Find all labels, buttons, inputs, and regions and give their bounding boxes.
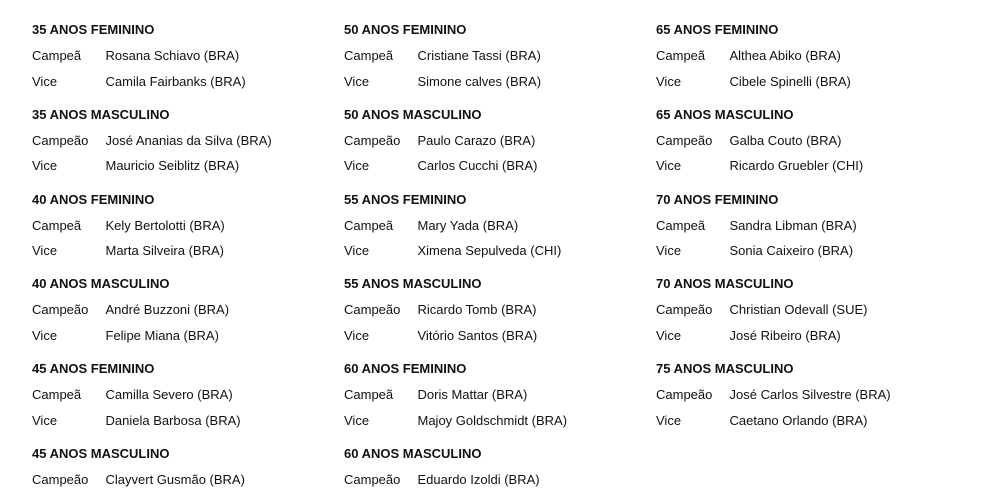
- result-player-name: Camila Fairbanks (BRA): [105, 73, 246, 89]
- category-group: [32, 271, 332, 356]
- category-group: [32, 356, 332, 441]
- result-player-name: Cristiane Tassi (BRA): [417, 48, 541, 63]
- results-column: [32, 17, 332, 500]
- result-role: Vice: [344, 158, 370, 174]
- result-player-name: Kely Bertolotti (BRA): [105, 217, 225, 233]
- category-group: [32, 441, 332, 500]
- category-heading: 55 ANOS FEMININO: [344, 191, 467, 207]
- result-row: [32, 382, 332, 408]
- result-player-name: Majoy Goldschmidt (BRA): [417, 412, 568, 428]
- result-role: Campeão: [656, 387, 713, 403]
- result-player-name: José Ananias da Silva (BRA): [105, 132, 272, 148]
- result-role: Campeã: [344, 48, 394, 63]
- result-role: Campeã: [32, 387, 82, 403]
- result-role: Vice: [656, 327, 682, 343]
- results-column: [344, 17, 644, 500]
- result-role: Campeão: [344, 471, 401, 487]
- category-heading: 55 ANOS MASCULINO: [344, 276, 482, 292]
- result-row: [656, 408, 956, 434]
- category-heading: 70 ANOS FEMININO: [656, 191, 779, 207]
- category-group: [344, 102, 644, 187]
- category-heading: 40 ANOS MASCULINO: [32, 276, 170, 292]
- result-player-name: Galba Couto (BRA): [729, 132, 842, 148]
- result-player-name: Simone calves (BRA): [417, 73, 542, 89]
- result-row: [344, 408, 644, 434]
- result-row: [32, 69, 332, 95]
- result-role: Campeã: [32, 217, 82, 233]
- result-role: Campeã: [344, 387, 394, 403]
- result-player-name: Marta Silveira (BRA): [105, 243, 224, 259]
- result-role: Campeã: [656, 217, 706, 233]
- result-row: [32, 128, 332, 154]
- category-heading: 75 ANOS MASCULINO: [656, 361, 794, 377]
- result-player-name: Daniela Barbosa (BRA): [105, 412, 241, 428]
- result-role: Campeã: [656, 48, 706, 63]
- result-role: Campeão: [32, 132, 89, 148]
- result-row: [656, 128, 956, 154]
- result-player-name: José Ribeiro (BRA): [729, 327, 841, 343]
- category-group: [344, 17, 644, 102]
- category-heading: 65 ANOS MASCULINO: [656, 106, 794, 122]
- result-row: [32, 213, 332, 239]
- result-row: [32, 238, 332, 264]
- result-role: Vice: [656, 412, 682, 428]
- result-player-name: Paulo Carazo (BRA): [417, 132, 536, 148]
- category-heading: 70 ANOS MASCULINO: [656, 276, 794, 292]
- result-role: Vice: [344, 412, 370, 428]
- result-row: [344, 238, 644, 264]
- category-group: [32, 102, 332, 187]
- result-player-name: Vitório Santos (BRA): [417, 327, 538, 343]
- result-role: Vice: [32, 412, 58, 428]
- result-row: [344, 323, 644, 349]
- category-heading: 35 ANOS MASCULINO: [32, 106, 170, 122]
- category-heading: 50 ANOS FEMININO: [344, 22, 467, 37]
- result-row: [656, 297, 956, 323]
- result-row: [656, 238, 956, 264]
- result-player-name: Ricardo Tomb (BRA): [417, 302, 537, 318]
- result-role: Campeão: [656, 132, 713, 148]
- category-group: [656, 271, 956, 356]
- result-role: Campeão: [32, 471, 89, 487]
- result-row: [344, 467, 644, 493]
- result-player-name: Camilla Severo (BRA): [105, 387, 233, 403]
- result-row: [656, 43, 956, 69]
- result-row: [656, 323, 956, 349]
- category-heading: 45 ANOS FEMININO: [32, 361, 155, 377]
- result-role: Vice: [656, 73, 682, 89]
- result-row: [344, 153, 644, 179]
- result-role: Campeão: [32, 302, 89, 318]
- result-role: Vice: [32, 327, 58, 343]
- category-heading: 40 ANOS FEMININO: [32, 191, 155, 207]
- result-row: [32, 297, 332, 323]
- result-row: [344, 382, 644, 408]
- result-player-name: Carlos Cucchi (BRA): [417, 158, 538, 174]
- result-role: Vice: [32, 158, 58, 174]
- result-row: [344, 69, 644, 95]
- result-player-name: Rosana Schiavo (BRA): [105, 48, 240, 63]
- result-role: Vice: [344, 327, 370, 343]
- result-player-name: Sonia Caixeiro (BRA): [729, 243, 854, 259]
- category-heading: 45 ANOS MASCULINO: [32, 445, 170, 461]
- category-group: [656, 356, 956, 441]
- category-group: [656, 17, 956, 102]
- result-player-name: Christian Odevall (SUE): [729, 302, 868, 318]
- result-player-name: Caetano Orlando (BRA): [729, 412, 868, 428]
- result-player-name: Felipe Miana (BRA): [105, 327, 219, 343]
- result-row: [656, 69, 956, 95]
- category-group: [32, 187, 332, 272]
- category-heading: 60 ANOS MASCULINO: [344, 445, 482, 461]
- result-row: [32, 43, 332, 69]
- result-row: [32, 153, 332, 179]
- category-group: [344, 441, 644, 500]
- result-player-name: Althea Abiko (BRA): [729, 48, 841, 63]
- result-row: [32, 408, 332, 434]
- result-row: [344, 213, 644, 239]
- result-player-name: Eduardo Izoldi (BRA): [417, 471, 540, 487]
- category-group: [656, 187, 956, 272]
- result-row: [344, 43, 644, 69]
- result-player-name: Doris Mattar (BRA): [417, 387, 528, 403]
- result-player-name: Sandra Libman (BRA): [729, 217, 857, 233]
- category-heading: 65 ANOS FEMININO: [656, 22, 779, 37]
- result-role: Campeã: [32, 48, 82, 63]
- result-row: [32, 323, 332, 349]
- result-row: [32, 467, 332, 493]
- result-player-name: Clayvert Gusmão (BRA): [105, 471, 245, 487]
- result-player-name: Mary Yada (BRA): [417, 217, 519, 233]
- result-role: Vice: [656, 243, 682, 259]
- result-row: [656, 213, 956, 239]
- result-player-name: José Carlos Silvestre (BRA): [729, 387, 891, 403]
- result-player-name: Mauricio Seiblitz (BRA): [105, 158, 240, 174]
- category-group: [344, 356, 644, 441]
- result-role: Vice: [32, 243, 58, 259]
- result-role: Campeão: [344, 302, 401, 318]
- result-role: Vice: [344, 243, 370, 259]
- result-player-name: Cibele Spinelli (BRA): [729, 73, 851, 89]
- result-player-name: Ricardo Gruebler (CHI): [729, 158, 864, 174]
- result-row: [344, 297, 644, 323]
- result-player-name: André Buzzoni (BRA): [105, 302, 230, 318]
- result-role: Campeã: [344, 217, 394, 233]
- result-player-name: Ximena Sepulveda (CHI): [417, 243, 562, 259]
- category-heading: 50 ANOS MASCULINO: [344, 106, 482, 122]
- results-column: [656, 17, 956, 441]
- result-role: Vice: [32, 73, 58, 89]
- category-group: [32, 17, 332, 102]
- result-row: [656, 153, 956, 179]
- result-role: Vice: [344, 73, 370, 89]
- result-role: Vice: [656, 158, 682, 174]
- category-heading: 60 ANOS FEMININO: [344, 361, 467, 377]
- result-role: Campeão: [344, 132, 401, 148]
- result-row: [656, 382, 956, 408]
- category-group: [656, 102, 956, 187]
- result-row: [344, 128, 644, 154]
- category-group: [344, 187, 644, 272]
- category-group: [344, 271, 644, 356]
- category-heading: 35 ANOS FEMININO: [32, 22, 155, 37]
- result-role: Campeão: [656, 302, 713, 318]
